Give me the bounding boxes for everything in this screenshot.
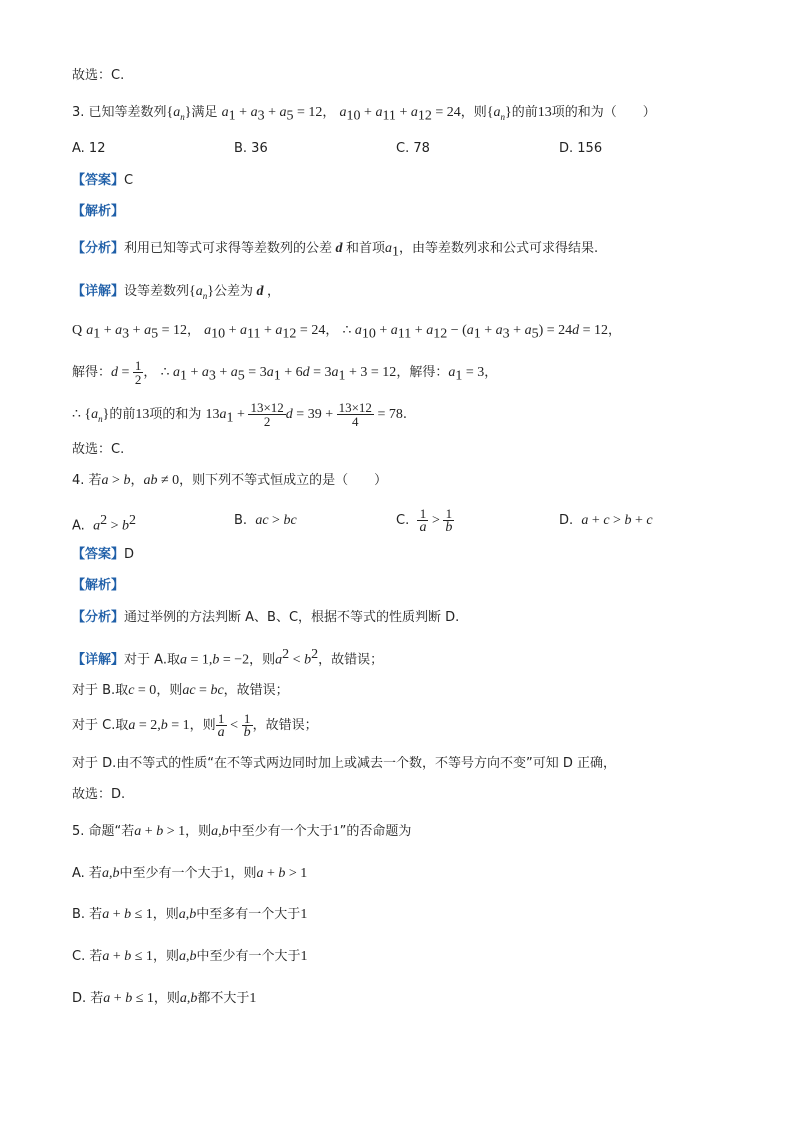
q3-derivation-3: ∴ $\{a_n\}$的前13项的和为 $13a_1$ + $\frac{13\times 12}{2}$ d = 39 + $\frac{13\times 12}{4}$ = 78. — [72, 400, 407, 429]
q4-stem: 4. 若a > b，ab ≠ 0，则下列不等式恒成立的是（ ） — [72, 473, 388, 488]
q3-detail: 【详解】设等差数列$\{a_n\}$公差为 d ， — [72, 284, 281, 301]
q4-detail-d: 对于 D.由不等式的性质“在不等式两边同时加上或减去一个数，不等号方向不变”可知 D 正确， — [72, 756, 617, 771]
q5-stem: 5. 命题“若a + b > 1，则a,b中至少有一个大于1”的否命题为 — [72, 824, 412, 839]
q4-detail-b: 对于 B.取c = 0，则ac = bc，故错误； — [72, 683, 289, 698]
q4-analysis-tag: 【解析】 — [72, 578, 125, 593]
q4-answer: 【答案】D — [72, 547, 135, 562]
q4-final: 故选：D. — [72, 787, 126, 802]
q5-option-a: A. 若a,b中至少有一个大于1，则a + b > 1 — [72, 866, 308, 881]
q4-option-b: B. ac > bc — [234, 513, 297, 528]
q4-option-d: D. a + c > b + c — [559, 513, 653, 528]
q4-detail-c: 对于 C.取a = 2,b = 1，则 $\frac{1}{a}$ < $\frac{1}{b}$ ，故错误； — [72, 711, 318, 740]
q3-stem: 3. 已知等差数列$\{a_n\}$满足 $a_1 + a_3 + a_5 = 12$， $a_{10} + a_{11} + a_{12} = 24$，则$\{a_n\}$的前13项的和为（ ） — [72, 105, 656, 124]
q4-option-c: C. $\frac{1}{a}$ > $\frac{1}{b}$ — [396, 506, 453, 535]
q4-option-a: A. $a^2 > b^2$ — [72, 513, 136, 534]
q3-derivation-2: 解得：d = $\frac{1}{2}$ ， ∴ $a_1 + a_3 + a_5 = 3a_1 + 6d = 3a_1 + 3 = 12$，解得：$a_1 = 3$， — [72, 358, 498, 387]
q5-option-b: B. 若a + b ≤ 1，则a,b中至多有一个大于1 — [72, 907, 308, 922]
q3-option-d: D. 156 — [559, 141, 603, 156]
q3-option-b: B. 36 — [234, 141, 268, 156]
q5-option-c: C. 若a + b ≤ 1，则a,b中至少有一个大于1 — [72, 949, 308, 964]
q3-option-a: A. 12 — [72, 141, 106, 156]
q3-option-c: C. 78 — [396, 141, 430, 156]
prev-answer-line: 故选：C. — [72, 68, 125, 83]
q3-analysis-tag: 【解析】 — [72, 204, 125, 219]
q3-answer: 【答案】C — [72, 173, 134, 188]
q3-fenxi: 【分析】利用已知等式可求得等差数列的公差 d 和首项$a_1$，由等差数列求和公式可求得结果. — [72, 241, 599, 260]
q4-detail-a: 【详解】对于 A.取a = 1,b = −2，则$a^2 < b^2$，故错误； — [72, 647, 384, 668]
q4-fenxi: 【分析】通过举例的方法判断 A、B、C，根据不等式的性质判断 D. — [72, 610, 460, 625]
q3-final: 故选：C. — [72, 442, 125, 457]
q3-derivation-1: Q $a_1 + a_3 + a_5 = 12$， $a_{10} + a_{11} + a_{12} = 24$， ∴ $a_{10} + a_{11} + a_{12} - (a_1 + a_3 + a_5) = 24d = 12$， — [72, 323, 622, 342]
q5-option-d: D. 若a + b ≤ 1，则a,b都不大于1 — [72, 991, 257, 1006]
